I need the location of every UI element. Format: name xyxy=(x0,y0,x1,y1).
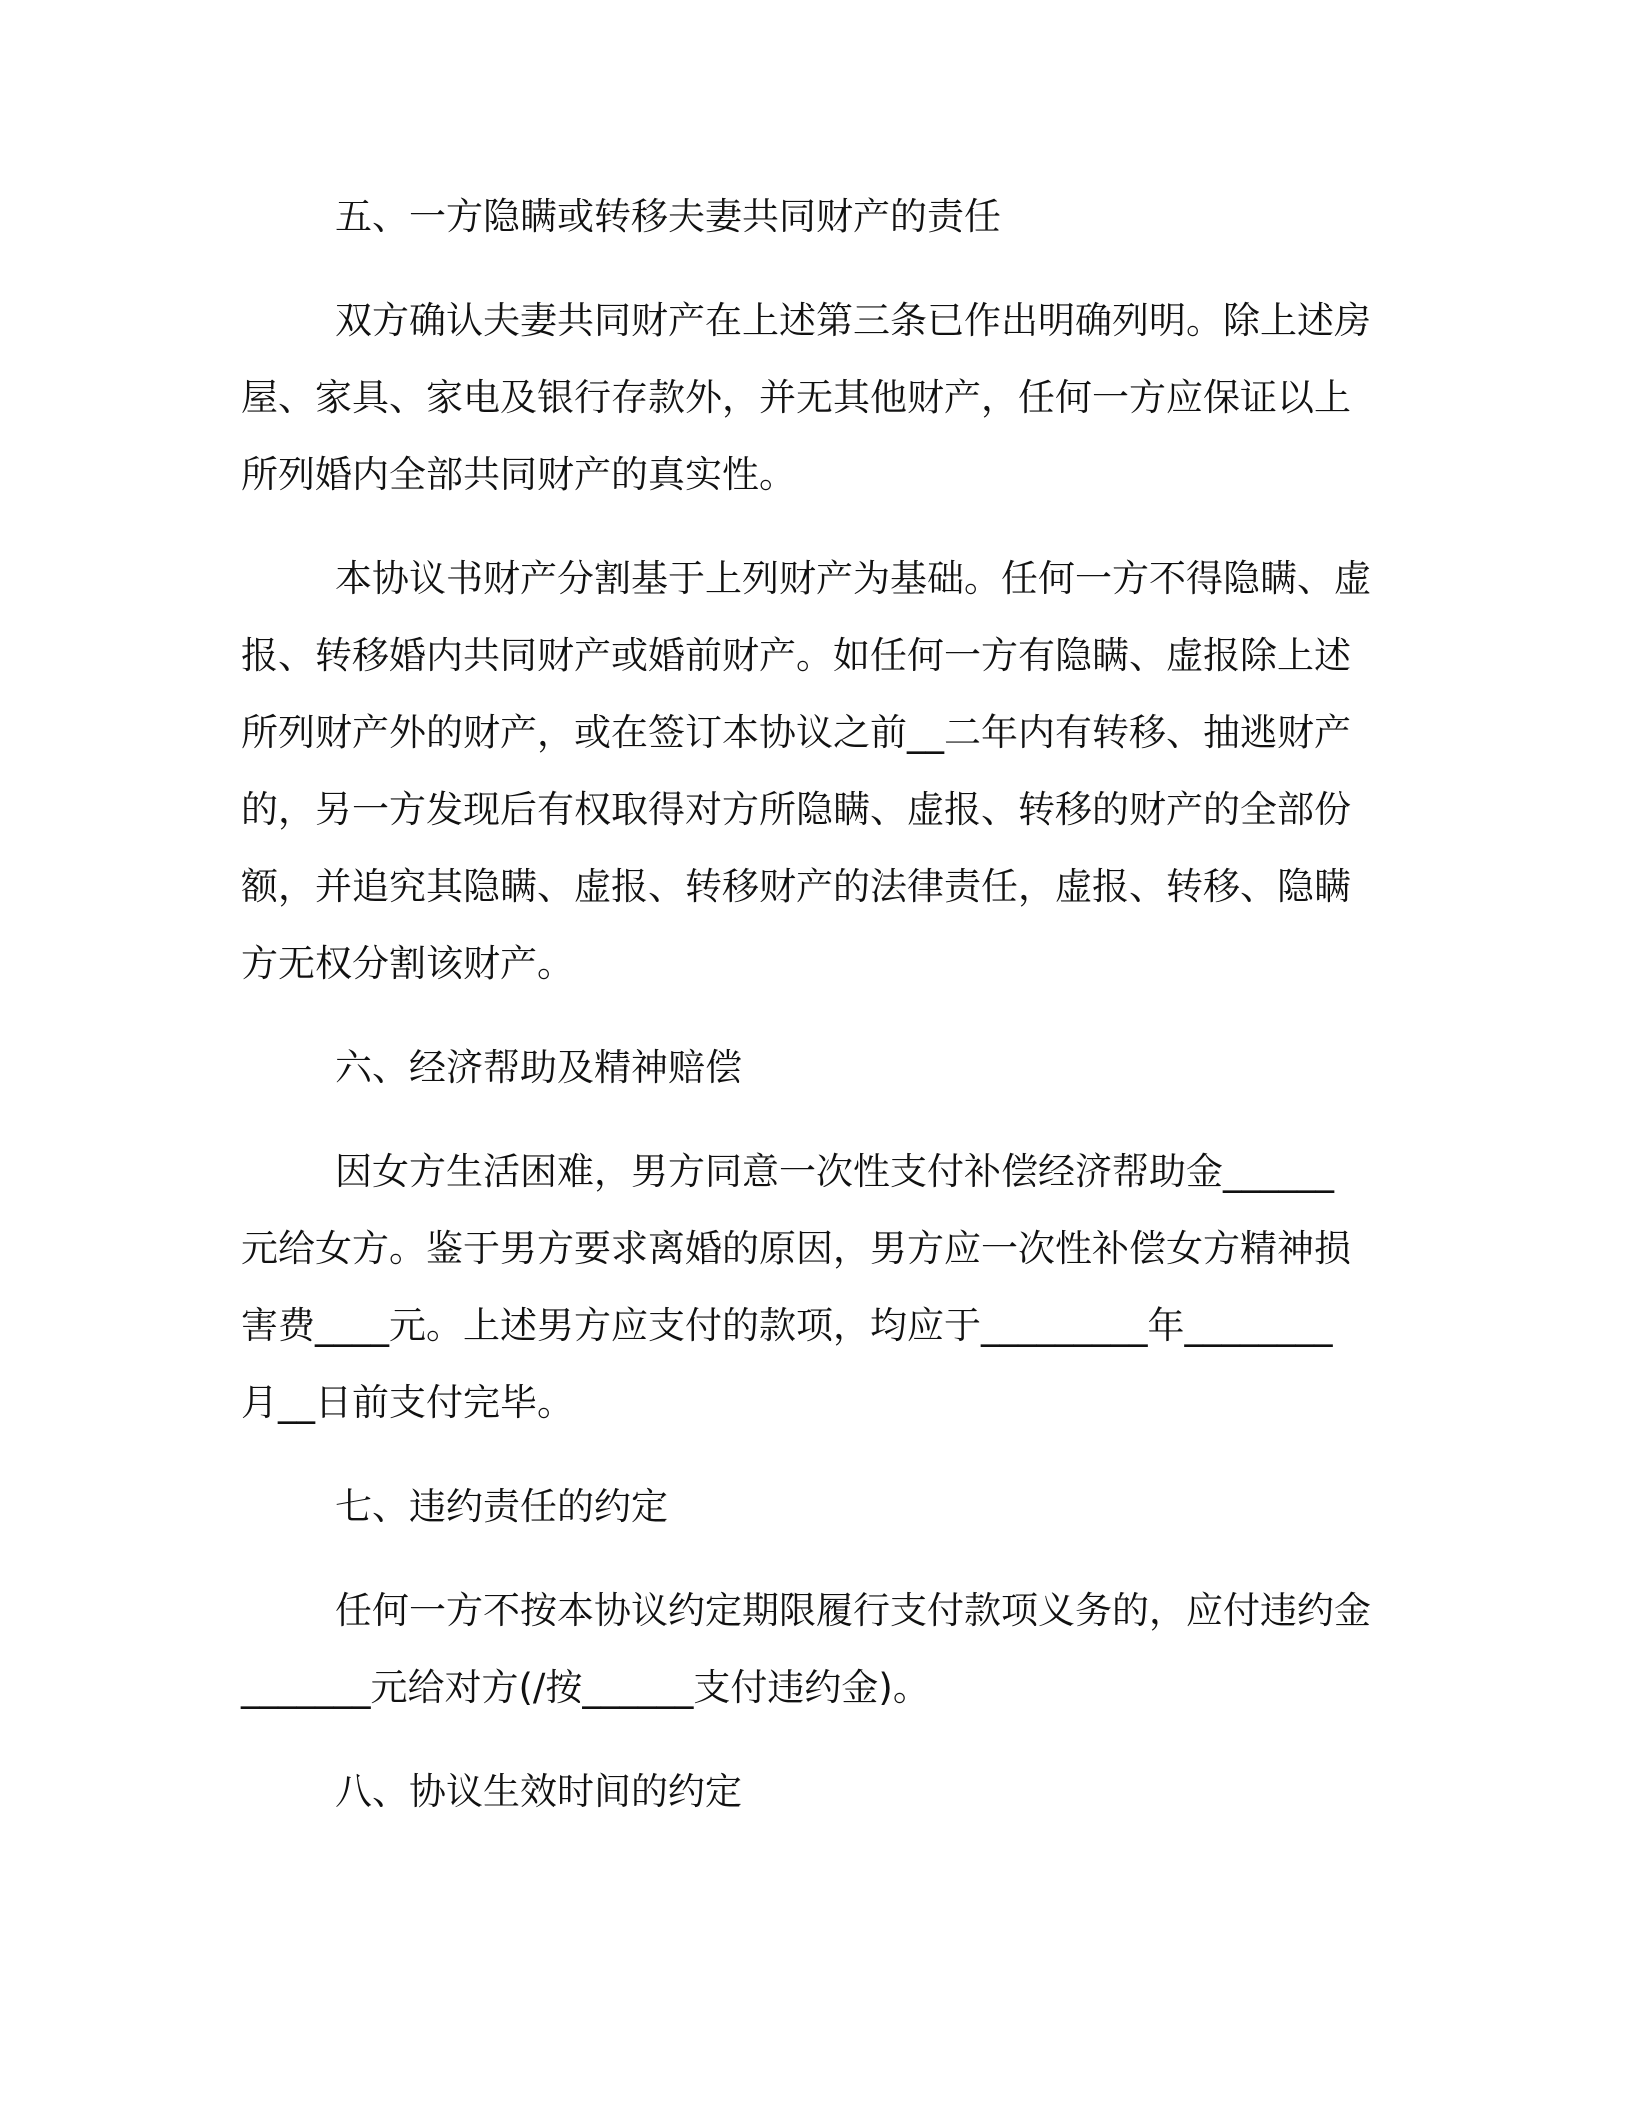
section-heading: 五、一方隐瞒或转移夫妻共同财产的责任 xyxy=(335,195,1001,238)
paragraph-line: 任何一方不按本协议约定期限履行支付款项义务的，应付违约金 xyxy=(335,1589,1371,1632)
section-8-effective-date xyxy=(241,1753,1632,1830)
paragraph-line: _______元给对方(/按______支付违约金)。 xyxy=(241,1666,930,1709)
section-heading: 八、协议生效时间的约定 xyxy=(335,1770,742,1813)
paragraph xyxy=(241,1572,1632,1726)
paragraph-line: 双方确认夫妻共同财产在上述第三条已作出明确列明。除上述房 xyxy=(335,299,1371,342)
paragraph-line: 本协议书财产分割基于上列财产为基础。任何一方不得隐瞒、虚 xyxy=(335,557,1371,600)
paragraph-line: 屋、家具、家电及银行存款外，并无其他财产，任何一方应保证以上 xyxy=(241,376,1351,419)
paragraph-line: 所列财产外的财产，或在签订本协议之前__二年内有转移、抽逃财产 xyxy=(241,711,1351,754)
paragraph-line: 元给女方。鉴于男方要求离婚的原因，男方应一次性补偿女方精神损 xyxy=(241,1227,1351,1270)
section-heading: 七、违约责任的约定 xyxy=(335,1485,668,1528)
paragraph xyxy=(241,540,1632,1002)
section-heading: 六、经济帮助及精神赔偿 xyxy=(335,1046,742,1089)
paragraph-line: 方无权分割该财产。 xyxy=(241,942,574,985)
paragraph xyxy=(241,1133,1632,1441)
paragraph-line: 所列婚内全部共同财产的真实性。 xyxy=(241,453,796,496)
section-6-financial-aid xyxy=(241,1029,1632,1441)
paragraph-line: 额，并追究其隐瞒、虚报、转移财产的法律责任，虚报、转移、隐瞒 xyxy=(241,865,1351,908)
paragraph-line: 的，另一方发现后有权取得对方所隐瞒、虚报、转移的财产的全部份 xyxy=(241,788,1351,831)
paragraph-line: 害费____元。上述男方应支付的款项，均应于_________年________ xyxy=(241,1304,1333,1347)
section-7-breach-liability xyxy=(241,1468,1632,1726)
paragraph-line: 因女方生活困难，男方同意一次性支付补偿经济帮助金______ xyxy=(335,1150,1334,1193)
paragraph-line: 月__日前支付完毕。 xyxy=(241,1381,574,1424)
paragraph xyxy=(241,282,1632,513)
paragraph-line: 报、转移婚内共同财产或婚前财产。如任何一方有隐瞒、虚报除上述 xyxy=(241,634,1351,677)
section-5-concealment-liability xyxy=(241,178,1632,1002)
